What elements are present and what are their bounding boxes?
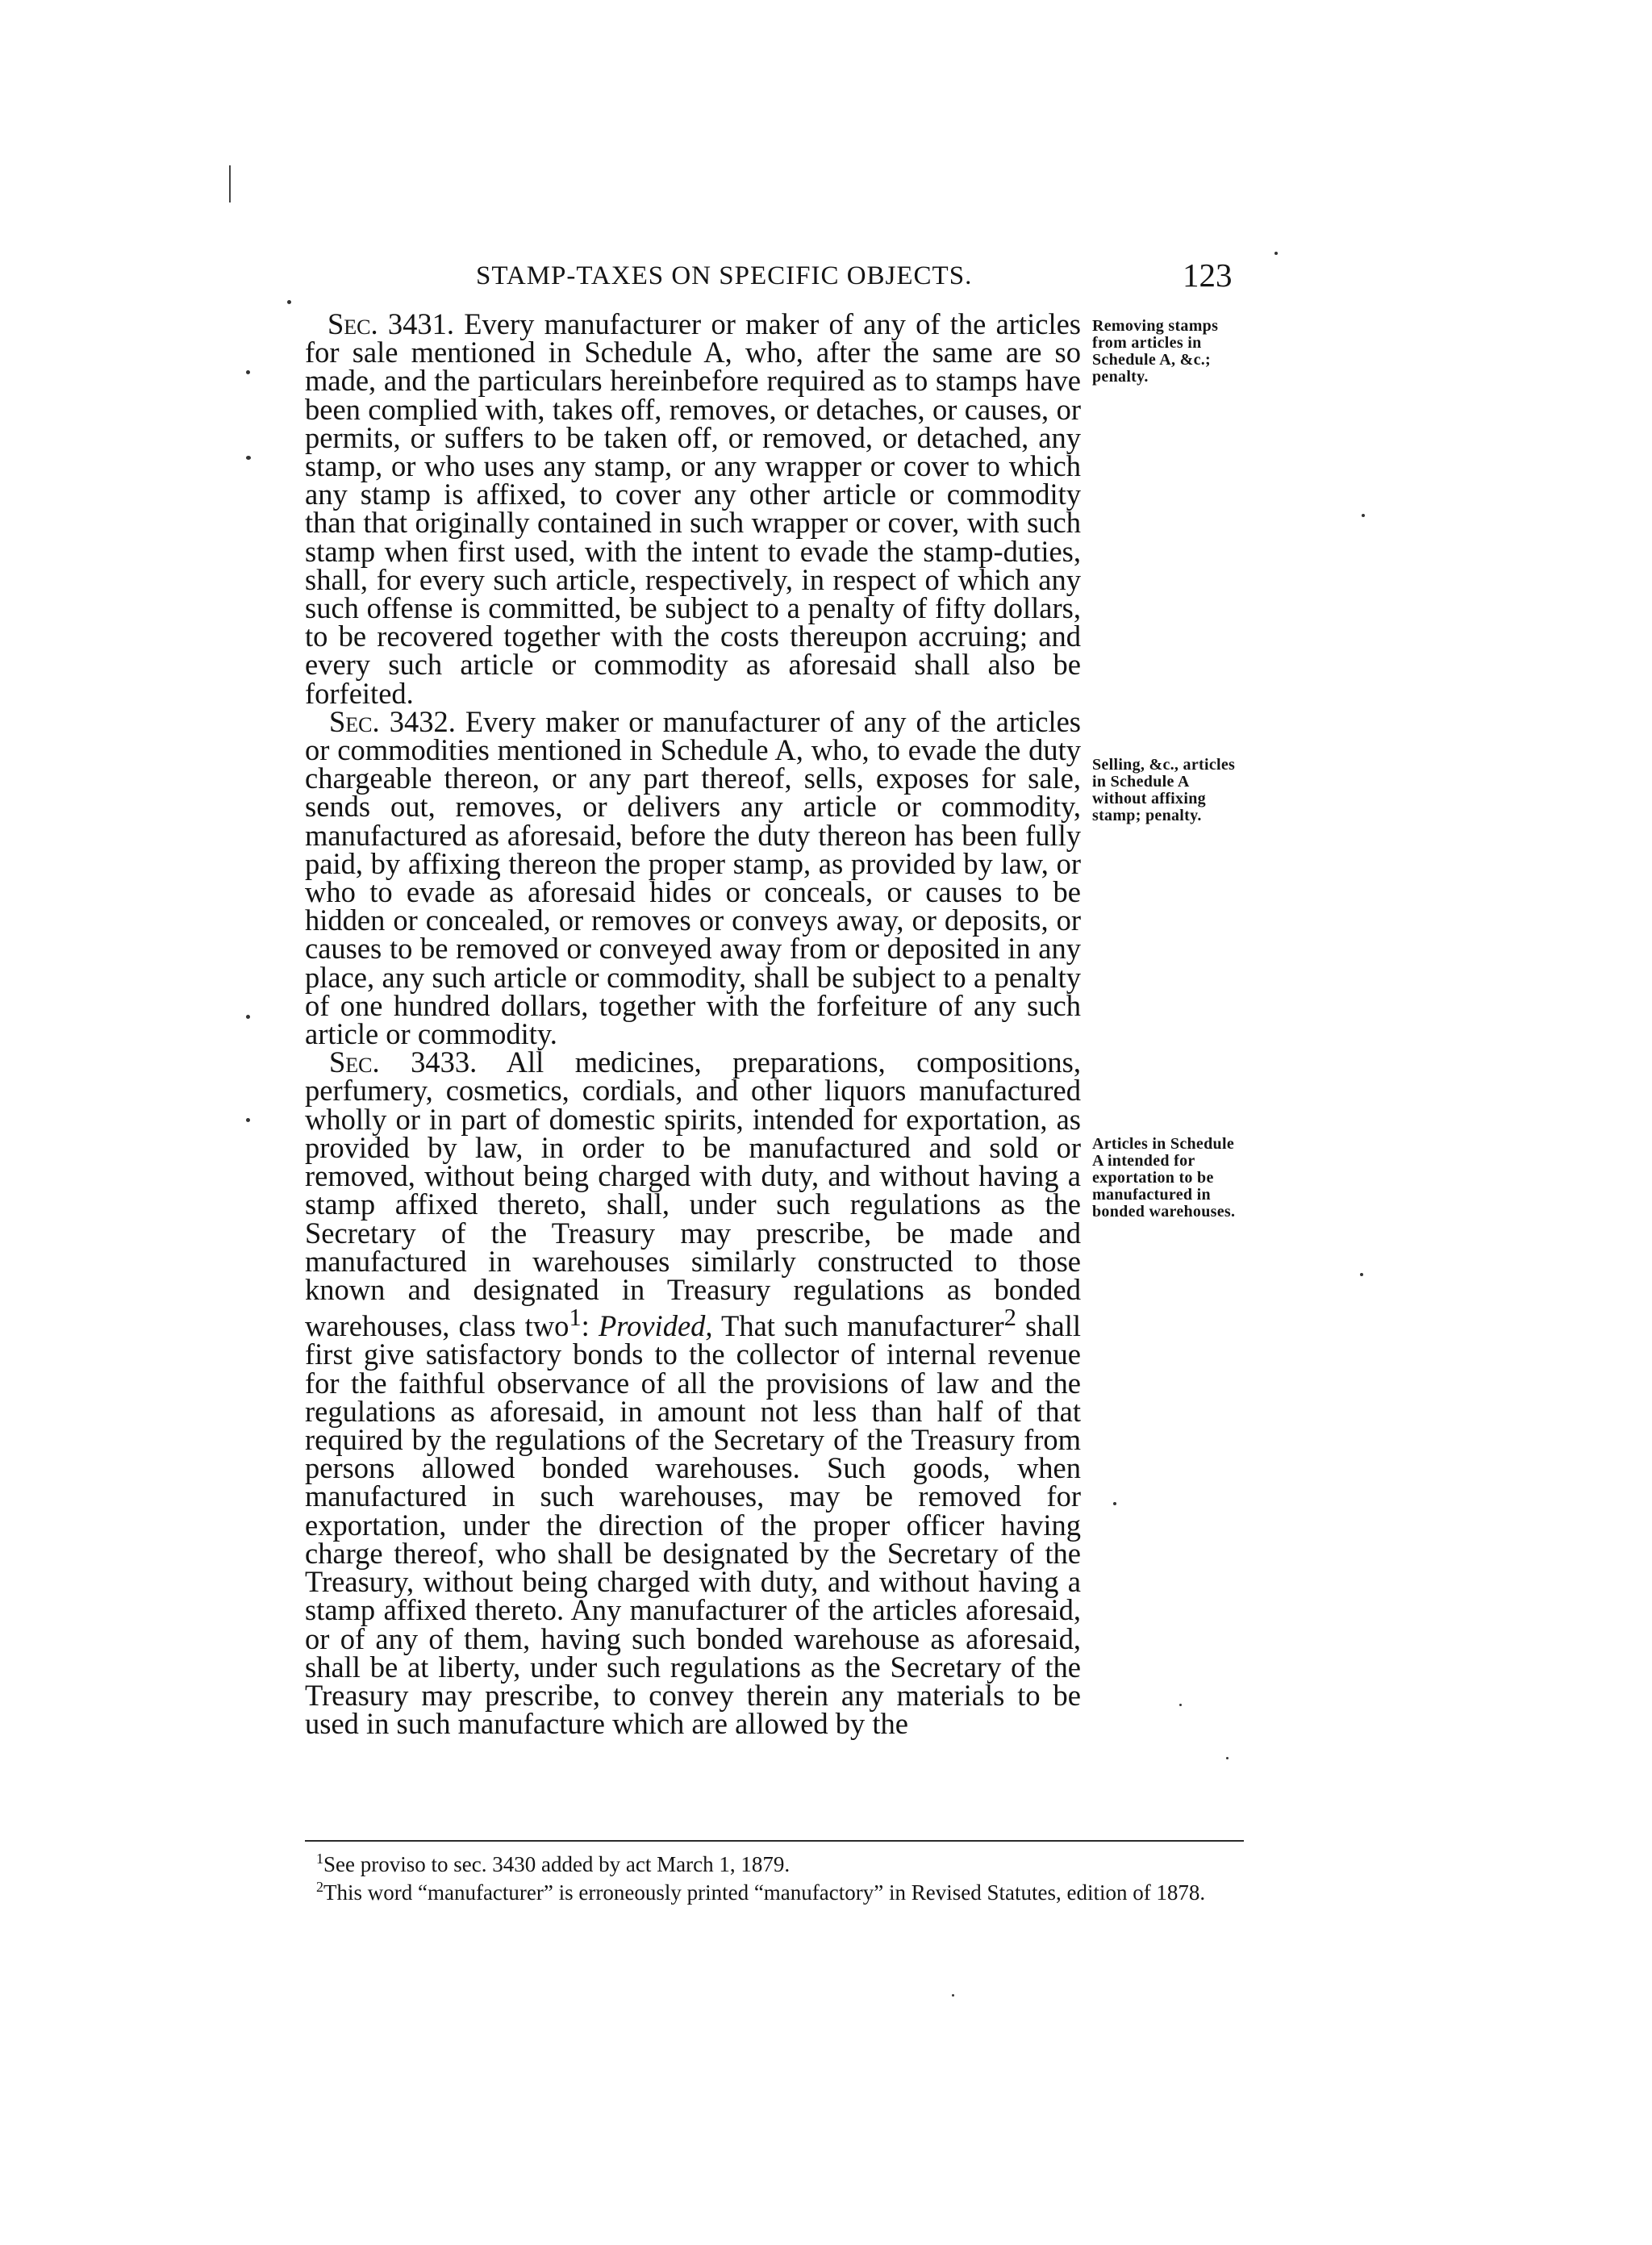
footnote <box>305 1876 1244 1904</box>
footnote-ref: 2 <box>1003 1304 1016 1332</box>
paper-speck <box>246 456 251 460</box>
margin-note: Articles in Schedule A intended for exportation to be manufactured in bonded warehouses. <box>1092 1135 1236 1221</box>
footnote-rule <box>305 1840 1244 1842</box>
paper-speck <box>1360 1273 1363 1276</box>
section-3431 <box>305 307 1081 710</box>
section-body: All medicines, preparations, compositions, perfumery, cosmetics, cordials, and other liquors manufactured wholly or in part of domestic spirits, intended for exportation, as provided by law, in order to be manufactured and sold or removed, without being charged with duty, and without having a stamp affixed thereto, shall, under such regulations as the Secretary of the Treasury may prescribe, be made and manufactured in warehouses similarly constructed to those known and designated in Treasury regulations as bonded warehouses, class two <box>305 1045 1081 1343</box>
footnote-mark: 2 <box>316 1879 323 1895</box>
paper-speck <box>246 370 250 374</box>
paper-speck <box>246 1118 250 1122</box>
section-label: Sec. 3433. <box>329 1045 478 1079</box>
margin-note: Removing stamps from articles in Schedule A, &c.; penalty. <box>1092 317 1219 386</box>
paper-speck <box>1362 514 1365 517</box>
paper-speck <box>1113 1502 1116 1505</box>
paper-speck <box>1226 1757 1229 1759</box>
footnote-mark: 1 <box>316 1851 323 1867</box>
proviso-word: Provided, <box>598 1309 713 1343</box>
margin-note: Selling, &c., articles in Schedule A without affixing stamp; penalty. <box>1092 756 1236 824</box>
section-label: Sec. 3431. <box>327 307 455 340</box>
footnote-text: This word “manufacturer” is erroneously printed “manufactory” in Revised Statutes, edition of 1878. <box>323 1880 1206 1905</box>
colon: : <box>581 1309 599 1343</box>
statute-text <box>305 307 1081 1741</box>
footnote <box>305 1847 1244 1876</box>
section-3433 <box>305 1045 1081 1741</box>
section-label: Sec. 3432. <box>329 704 456 738</box>
paper-speck <box>1179 1704 1182 1706</box>
paper-speck <box>952 1994 954 1997</box>
running-head: STAMP-TAXES ON SPECIFIC OBJECTS. <box>476 261 973 290</box>
footnote-ref: 1 <box>569 1304 582 1332</box>
page-number: 123 <box>1183 257 1233 294</box>
section-body: Every manufacturer or maker of any of the articles for sale mentioned in Schedule A, who, after the same are so made, and the particulars hereinbefore required as to stamps have been complied with, takes off, removes, or detaches, or causes, or permits, or suffers to be taken off, or removed, or detached, any stamp, or who uses any stamp, or any wrapper or cover to which any stamp is affixed, to cover any other article or commodity than that originally contained in such wrapper or cover, with such stamp when first used, with the intent to evade the stamp-duties, shall, for every such article, respectively, in respect of which any such offense is committed, be subject to a penalty of fifty dollars, to be recovered together with the costs thereupon accruing; and every such article or commodity as aforesaid shall also be forfeited. <box>305 307 1081 710</box>
paper-speck <box>287 300 291 304</box>
section-body: That such manufacturer <box>712 1309 1004 1343</box>
footnote-text: See proviso to sec. 3430 added by act March 1, 1879. <box>323 1852 791 1876</box>
section-3432 <box>305 704 1081 1051</box>
footnotes <box>305 1847 1244 1904</box>
edge-mark <box>229 165 231 202</box>
section-body: Every maker or manufacturer of any of the articles or commodities mentioned in Schedule A, who, to evade the duty chargeable thereon, or any part thereof, sells, exposes for sale, sends out, removes, or delivers any article or commodity, manufactured as aforesaid, before the duty thereon has been fully paid, by affixing thereon the proper stamp, as provided by law, or who to evade as aforesaid hides or conceals, or causes to be hidden or concealed, or removes or conveys away, or deposits, or causes to be removed or conveyed away from or deposited in any place, any such article or commodity, shall be subject to a penalty of one hundred dollars, together with the forfeiture of any such article or commodity. <box>305 704 1081 1051</box>
section-body: shall first give satisfactory bonds to the collector of internal revenue for the faithful observance of all the provisions of law and the regulations as aforesaid, in amount not less than half of that required by the regulations of the Secretary of the Treasury from persons allowed bonded warehouses. Such goods, when manufactured in such warehouses, may be removed for exportation, under the direction of the proper officer having charge thereof, who shall be designated by the Secretary of the Treasury, without being charged with duty, and without having a stamp affixed thereto. Any manufacturer of the articles aforesaid, or of any of them, having such bonded warehouse as aforesaid, shall be at liberty, under such regulations as the Secretary of the Treasury may prescribe, to convey therein any materials to be used in such manufacture which are allowed by the <box>305 1309 1081 1741</box>
paper-speck <box>246 1015 250 1019</box>
paper-speck <box>1274 252 1278 255</box>
